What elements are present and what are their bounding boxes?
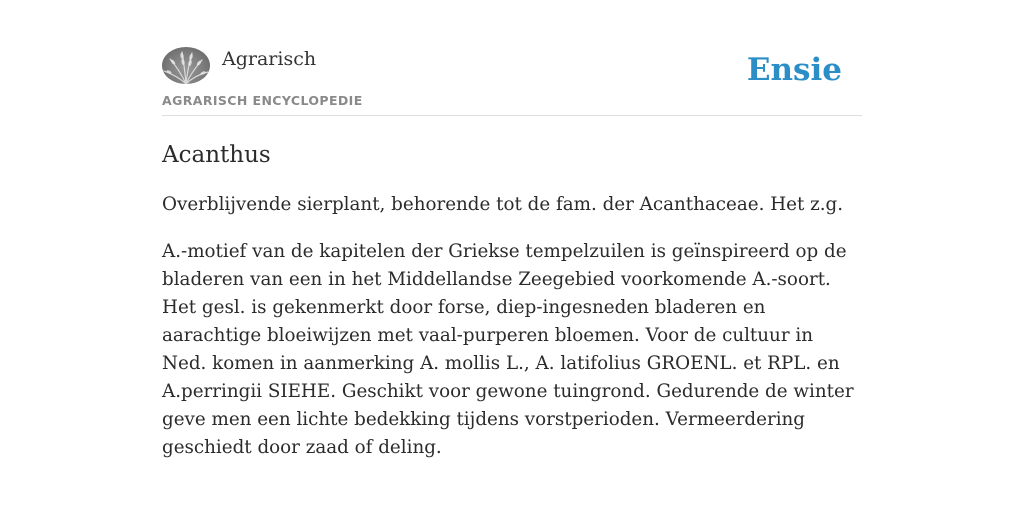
wheat-ears-icon[interactable] (162, 47, 210, 84)
brand-logo-link[interactable]: Ensie (746, 52, 842, 88)
source-subtitle[interactable]: AGRARISCH ENCYCLOPEDIE (162, 93, 363, 108)
entry-paragraph: Overblijvende sierplant, behorende tot de fam. der Acanthaceae. Het z.g. (162, 194, 844, 215)
wheat-ears-graphic (162, 47, 210, 84)
entry-title: Acanthus (162, 142, 271, 168)
entry-header (162, 44, 862, 116)
entry-paragraph: A.-motief van de kapitelen der Griekse tempelzuilen is geïnspireerd op de bladeren van een in het Middellandse Zeegebied voorkomende A.-soort. Het gesl. is gekenmerkt door forse, diep-ingesneden bladeren en aarachtige bloeiwijzen met vaal-purperen bloemen. Voor de cultuur in Ned. komen in aanmerking A. mollis L., A. latifolius GROENL. et RPL. en A.perringii SIEHE. Geschikt voor gewone tuingrond. Gedurende de winter geve men een lichte bedekking tijdens vorstperioden. Vermeerdering geschiedt door zaad of deling. (162, 241, 854, 458)
entry-card (162, 44, 862, 462)
source-name[interactable]: Agrarisch (222, 48, 317, 70)
